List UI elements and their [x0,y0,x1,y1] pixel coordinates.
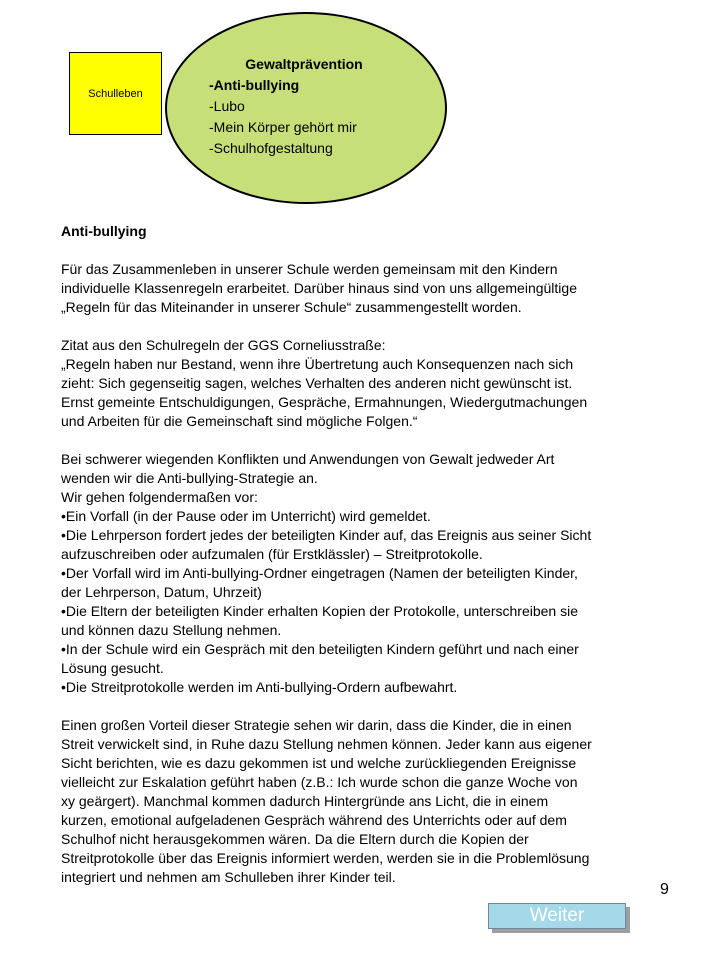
paragraph [61,450,671,697]
main-text [61,222,671,887]
text-line: Schulhof nicht herausgekommen wären. Da die Eltern durch die Kopien der [61,831,529,847]
text-line: Streit verwickelt sind, in Ruhe dazu Stellung nehmen können. Jeder kann aus eigener [61,736,592,752]
text-line: Bei schwerer wiegenden Konflikten und Anwendungen von Gewalt jedweder Art [61,451,555,467]
paragraph [61,716,671,887]
text-line: integriert und nehmen am Schulleben ihrer Kinder teil. [61,869,396,885]
ellipse-item-lubo: -Lubo [209,98,245,114]
text-line: „Regeln haben nur Bestand, wenn ihre Übertretung auch Konsequenzen nach sich [61,356,574,372]
paragraph [61,336,671,431]
ellipse-item-schulhofgestaltung: -Schulhofgestaltung [209,140,333,156]
paragraph [61,260,671,317]
section-heading: Anti-bullying [61,223,147,239]
text-line: der Lehrperson, Datum, Uhrzeit) [61,584,262,600]
text-line: und Arbeiten für die Gemeinschaft sind mögliche Folgen.“ [61,413,418,429]
paragraphs [61,260,671,887]
text-line: •Die Streitprotokolle werden im Anti-bullying-Ordern aufbewahrt. [61,679,458,695]
text-line: •Der Vorfall wird im Anti-bullying-Ordner eingetragen (Namen der beteiligten Kinder, [61,565,578,581]
text-line: Lösung gesucht. [61,660,164,676]
text-line: •Ein Vorfall (in der Pause oder im Unterricht) wird gemeldet. [61,508,431,524]
text-line: und können dazu Stellung nehmen. [61,622,282,638]
text-line: wenden wir die Anti-bullying-Strategie an. [61,470,318,486]
text-line: „Regeln für das Miteinander in unserer Schule“ zusammengestellt worden. [61,299,522,315]
text-line: aufzuschreiben oder aufzumalen (für Erstklässler) – Streitprotokolle. [61,546,483,562]
text-line: Streitprotokolle über das Ereignis informiert werden, werden sie in die Problemlösung [61,850,590,866]
text-line: Zitat aus den Schulregeln der GGS Corneliusstraße: [61,337,386,353]
text-line: individuelle Klassenregeln erarbeitet. Darüber hinaus sind von uns allgemeingültige [61,280,577,296]
schulleben-box [69,52,162,135]
schulleben-label: Schulleben [88,87,143,100]
ellipse-title: Gewaltprävention [245,56,363,72]
text-line: zieht: Sich gegenseitig sagen, welches Verhalten des anderen nicht gewünscht ist. [61,375,573,391]
text-line: Für das Zusammenleben in unserer Schule werden gemeinsam mit den Kindern [61,261,558,277]
weiter-button[interactable]: Weiter [488,903,626,929]
text-line: Sicht berichten, wie es dazu gekommen ist und welche zurückliegenden Ereignisse [61,755,577,771]
ellipse-item-anti-bullying: -Anti-bullying [209,77,300,93]
page-number: 9 [660,881,669,898]
text-line: •Die Eltern der beteiligten Kinder erhalten Kopien der Protokolle, unterschreiben sie [61,603,578,619]
text-line: •In der Schule wird ein Gespräch mit den beteiligten Kindern geführt und nach einer [61,641,579,657]
text-line: Einen großen Vorteil dieser Strategie sehen wir darin, dass die Kinder, die in einen [61,717,572,733]
ellipse-item-mein-koerper: -Mein Körper gehört mir [209,119,357,135]
text-line: Wir gehen folgendermaßen vor: [61,489,258,505]
text-line: vielleicht zur Eskalation geführt haben (z.B.: Ich wurde schon die ganze Woche von [61,774,578,790]
text-line: kurzen, emotional aufgeladenen Gespräch während des Unterrichts oder auf dem [61,812,567,828]
text-line: •Die Lehrperson fordert jedes der beteiligten Kinder auf, das Ereignis aus seiner Sicht [61,527,592,543]
text-line: xy geärgert). Manchmal kommen dadurch Hintergründe ans Licht, die in einem [61,793,549,809]
text-line: Ernst gemeinte Entschuldigungen, Gespräche, Ermahnungen, Wiedergutmachungen [61,394,588,410]
gewaltpraevention-ellipse [165,12,447,204]
